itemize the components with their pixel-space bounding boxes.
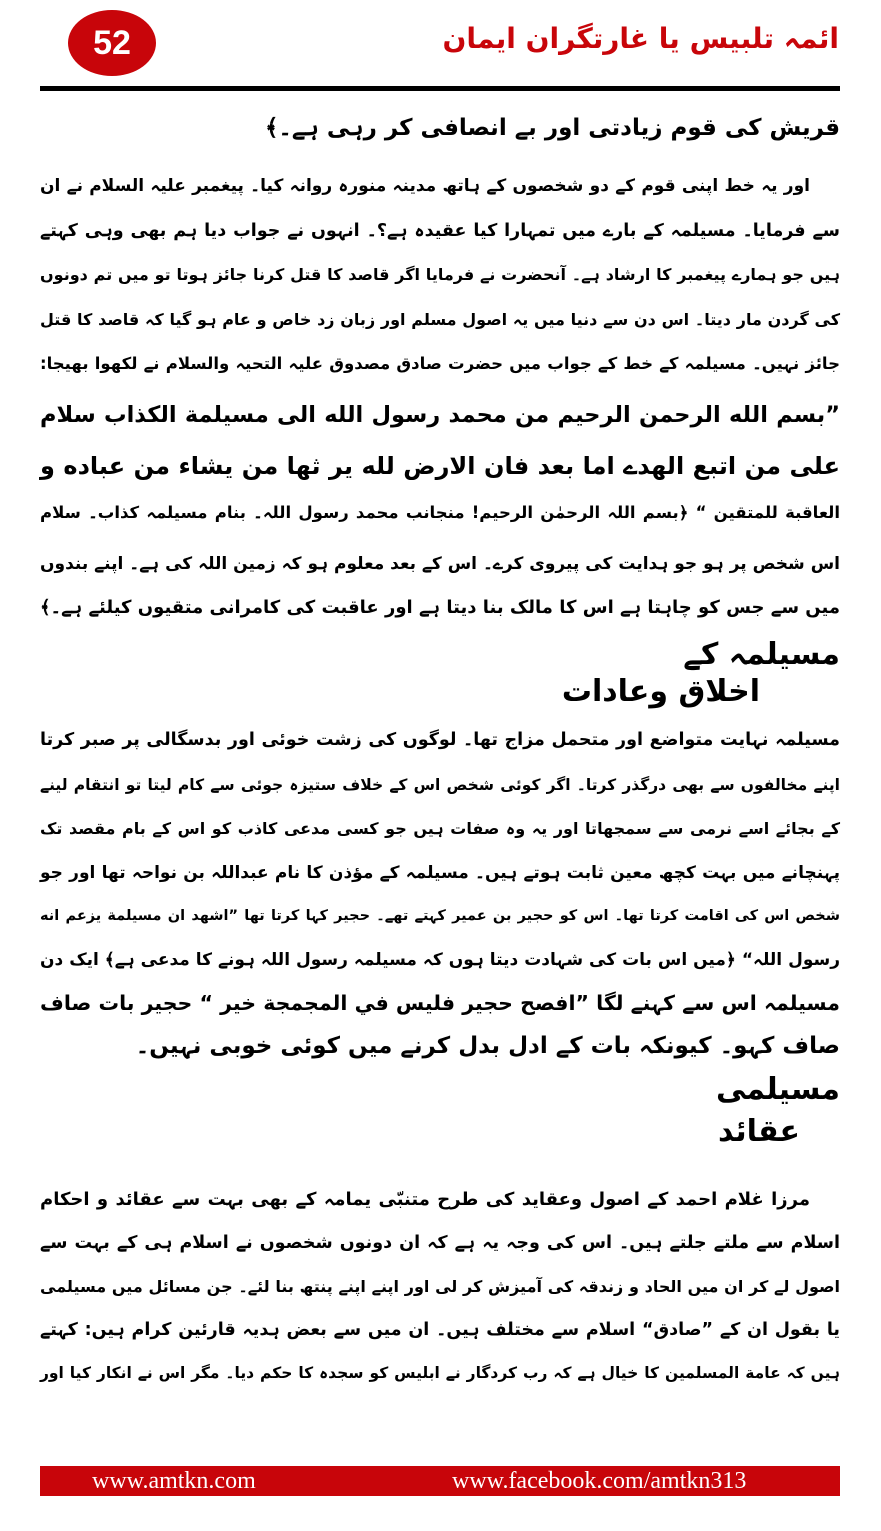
text-line: اور یہ خط اپنی قوم کے دو شخصوں کے ہاتھ مدینہ منورہ روانہ کیا۔ پیغمبر علیہ السلام نے ان bbox=[40, 176, 810, 196]
text-line: صاف کہو۔ کیونکہ بات کے ادل بدل کرنے میں کوئی خوبی نہیں۔ bbox=[135, 1033, 840, 1059]
text-line: مسیلمہ اس سے کہنے لگا ”افصح حجير فليس في المجمجة خير “ حجیر بات صاف bbox=[40, 991, 840, 1015]
text-line: اسلام سے ملتے جلتے ہیں۔ اس کی وجہ یہ ہے کہ ان دونوں شخصوں نے اسلام ہی کے بہت سے bbox=[40, 1233, 840, 1253]
text-line: اپنے مخالفوں سے بھی درگذر کرتا۔ اگر کوئی شخص اس کے خلاف ستیزہ جوئی سے کام لیتا تو انتقام لینے bbox=[40, 776, 840, 794]
header-divider bbox=[40, 86, 840, 91]
page-number-badge bbox=[68, 10, 156, 76]
text-line: شخص اس کی اقامت کرتا تھا۔ اس کو حجیر بن عمیر کہتے تھے۔ حجیر کہا کرتا تھا ”اشھد ان مسیلمة یزعم انه bbox=[40, 908, 840, 924]
section-heading: مسیلمی bbox=[715, 1072, 840, 1107]
facebook-link[interactable]: www.facebook.com/amtkn313 bbox=[452, 1468, 747, 1494]
text-line: ”بسم الله الرحمن الرحيم من محمد رسول الله الى مسيلمة الكذاب سلام bbox=[40, 402, 840, 428]
text-line: مرزا غلام احمد کے اصول وعقاید کی طرح متنبّی یمامہ کے بھی بہت سے عقائد و احکام bbox=[40, 1189, 810, 1210]
text-line: میں سے جس کو چاہتا ہے اس کا مالک بنا دیتا ہے اور عاقبت کی کامرانی متقیوں کیلئے ہے۔﴾ bbox=[40, 597, 840, 618]
text-line: پہنچانے میں بہت کچھ معین ثابت ہوتے ہیں۔ مسیلمہ کے مؤذن کا نام عبداللہ بن نواحہ تھا اور جو bbox=[40, 863, 840, 883]
text-line: العاقبة للمتقين “ ﴿بسم اللہ الرحمٰن الرحیم! منجانب محمد رسول اللہ۔ بنام مسیلمہ کذاب۔ سلام bbox=[40, 503, 840, 522]
text-line: کی گردن مار دیتا۔ اس دن سے دنیا میں یہ اصول مسلم اور زبان زد خاص و عام ہو گیا کہ قاصد کا قتل bbox=[40, 310, 840, 329]
footer-bar bbox=[40, 1466, 840, 1496]
text-line: جائز نہیں۔ مسیلمہ کے خط کے جواب میں حضرت صادق مصدوق علیہ التحیہ والسلام نے لکھوا بھیجا: bbox=[40, 354, 840, 373]
text-line: مسیلمہ نہایت متواضع اور متحمل مزاج تھا۔ لوگوں کی زشت خوئی اور بدسگالی پر صبر کرتا bbox=[40, 730, 840, 750]
text-line: رسول اللہ“ ﴿میں اس بات کی شہادت دیتا ہوں کہ مسیلمہ رسول اللہ ہونے کا مدعی ہے﴾ ایک دن bbox=[40, 950, 840, 970]
text-line: اصول لے کر ان میں الحاد و زندقہ کی آمیزش کر لی اور اپنے اپنے پنتھ بنا لئے۔ جن مسائل میں مسیلمی bbox=[40, 1277, 841, 1296]
text-line: ہیں جو ہمارے پیغمبر کا ارشاد ہے۔ آنحضرت نے فرمایا اگر قاصد کا قتل کرنا جائز ہوتا تو میں تم دونوں bbox=[40, 265, 840, 284]
page-number: 52 bbox=[93, 23, 131, 62]
text-line: على من اتبع الهدے اما بعد فان الارض لله ير ثها من يشاء من عباده و bbox=[40, 452, 840, 480]
text-line: قریش کی قوم زیادتی اور بے انصافی کر رہی ہے۔﴾ bbox=[264, 115, 840, 141]
text-line: ہیں کہ عامة المسلمین کا خیال ہے کہ رب کردگار نے ابلیس کو سجدہ کا حکم دیا۔ مگر اس نے انکار کیا اور bbox=[40, 1364, 840, 1382]
text-line: سے فرمایا۔ مسیلمہ کے بارے میں تمہارا کیا عقیدہ ہے؟۔ انہوں نے جواب دیا ہم بھی وہی کہتے bbox=[40, 221, 840, 241]
section-heading: اخلاق وعادات bbox=[561, 674, 760, 709]
section-heading: مسیلمہ کے bbox=[683, 637, 840, 672]
section-heading: عقائد bbox=[718, 1114, 800, 1149]
website-link[interactable]: www.amtkn.com bbox=[92, 1468, 256, 1494]
text-line: اس شخص پر ہو جو ہدایت کی پیروی کرے۔ اس کے بعد معلوم ہو کہ زمین اللہ کی ہے۔ اپنے بندوں bbox=[40, 554, 840, 574]
text-line: کے بجائے اسے نرمی سے سمجھاتا اور یہ وہ صفات ہیں جو کسی مدعی کاذب کو اس کے بام مقصد تک bbox=[40, 819, 841, 838]
book-title: ائمہ تلبیس یا غارتگران ایمان bbox=[442, 22, 839, 55]
text-line: یا بقول ان کے ”صادق“ اسلام سے مختلف ہیں۔ ان میں سے بعض ہدیہ قارئین کرام ہیں: کہتے bbox=[40, 1320, 840, 1340]
